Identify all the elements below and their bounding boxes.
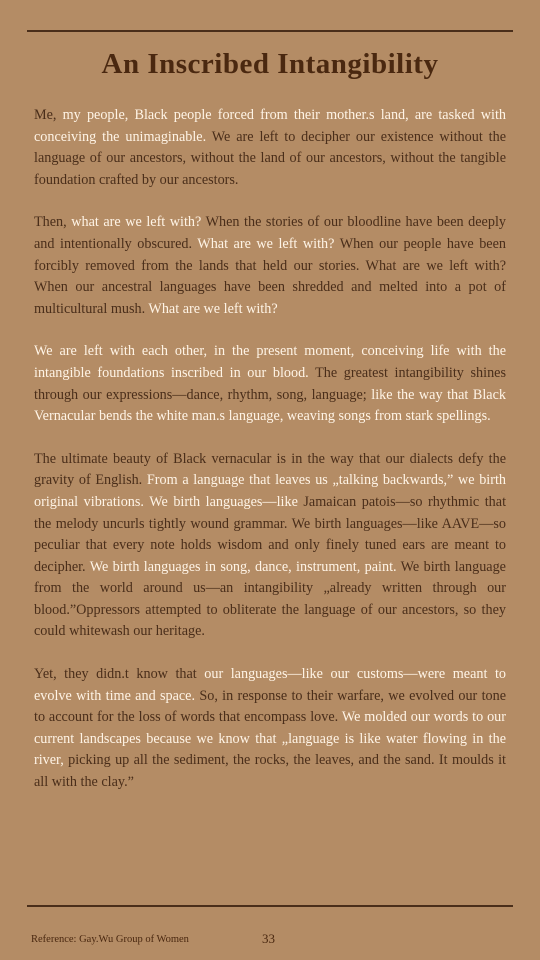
highlighted-text: We are left with each other, in the present moment, conceiving life with the intangible foundations inscribed in our blood. [34, 343, 506, 381]
highlighted-text: like the way that Black Vernacular bends the white man.s language, weaving songs from stark spellings. [34, 386, 506, 425]
body-text: So, in response to their warfare, we evolved our tone to account for the loss of words that encompass love. [34, 687, 506, 726]
highlighted-text: my people, Black people forced from their mother.s land, are tasked with conceiving the unimaginable. [34, 107, 506, 145]
paragraph [34, 341, 506, 427]
highlighted-text: our languages—like our customs—were meant to evolve with time and space. [34, 666, 506, 704]
paragraph [34, 664, 506, 794]
highlighted-text: what are we left with? [71, 214, 202, 231]
paragraph [34, 449, 506, 643]
top-divider [27, 30, 513, 32]
body-text: Me, [34, 107, 63, 123]
page-number: 33 [262, 931, 275, 946]
bottom-divider [27, 905, 513, 907]
highlighted-text: From a language that leaves us „talking backwards,” we birth original vibrations. We birth languages—like [34, 472, 507, 510]
body-text: We birth language from the world around us—an intangibility „already written through our blood.”Oppressors attempted to obliterate the language of our ancestors, so they could whitewash our heritage. [34, 558, 506, 640]
highlighted-text: What are we left with? [148, 300, 278, 317]
highlighted-text: We birth languages in song, dance, instrument, paint. [89, 558, 397, 575]
highlighted-text: We molded our words to our current landscapes because we know that „language is like water flowing in the river, [34, 709, 506, 769]
body-text: We are left to decipher our existence without the language of our ancestors, without the land of our ancestors, without the tangible foundation crafted by our ancestors. [34, 128, 506, 188]
body-text: When our people have been forcibly removed from the lands that held our stories. What are we left with? When our ancestral languages have been shredded and melted into a pot of multicultural mush. [34, 235, 506, 317]
body-text: When the stories of our bloodline have been deeply and intentionally obscured. [34, 214, 506, 252]
body-text: Then, [34, 214, 72, 231]
body-text: picking up all the sediment, the rocks, the leaves, and the sand. It moulds it all with the clay.” [34, 752, 506, 791]
page-title: An Inscribed Intangibility [101, 48, 439, 80]
paragraph [34, 212, 506, 320]
body-text: The ultimate beauty of Black vernacular is in the way that our dialects defy the gravity of English. [34, 450, 506, 489]
body-text: Yet, they didn.t know that [34, 666, 205, 683]
body-text: The greatest intangibility shines through our expressions—dance, rhythm, song, language; [34, 364, 506, 403]
highlighted-text: What are we left with? [197, 235, 335, 252]
article-body [34, 105, 506, 815]
paragraph [34, 105, 506, 191]
body-text: Jamaican patois—so rhythmic that the melody uncurls tightly wound grammar. We birth languages—like AAVE—so peculiar that every note holds wisdom and only finely tuned ears are meant to decipher. [34, 493, 507, 575]
footer-reference: Reference: Gay.Wu Group of Women [31, 934, 189, 945]
